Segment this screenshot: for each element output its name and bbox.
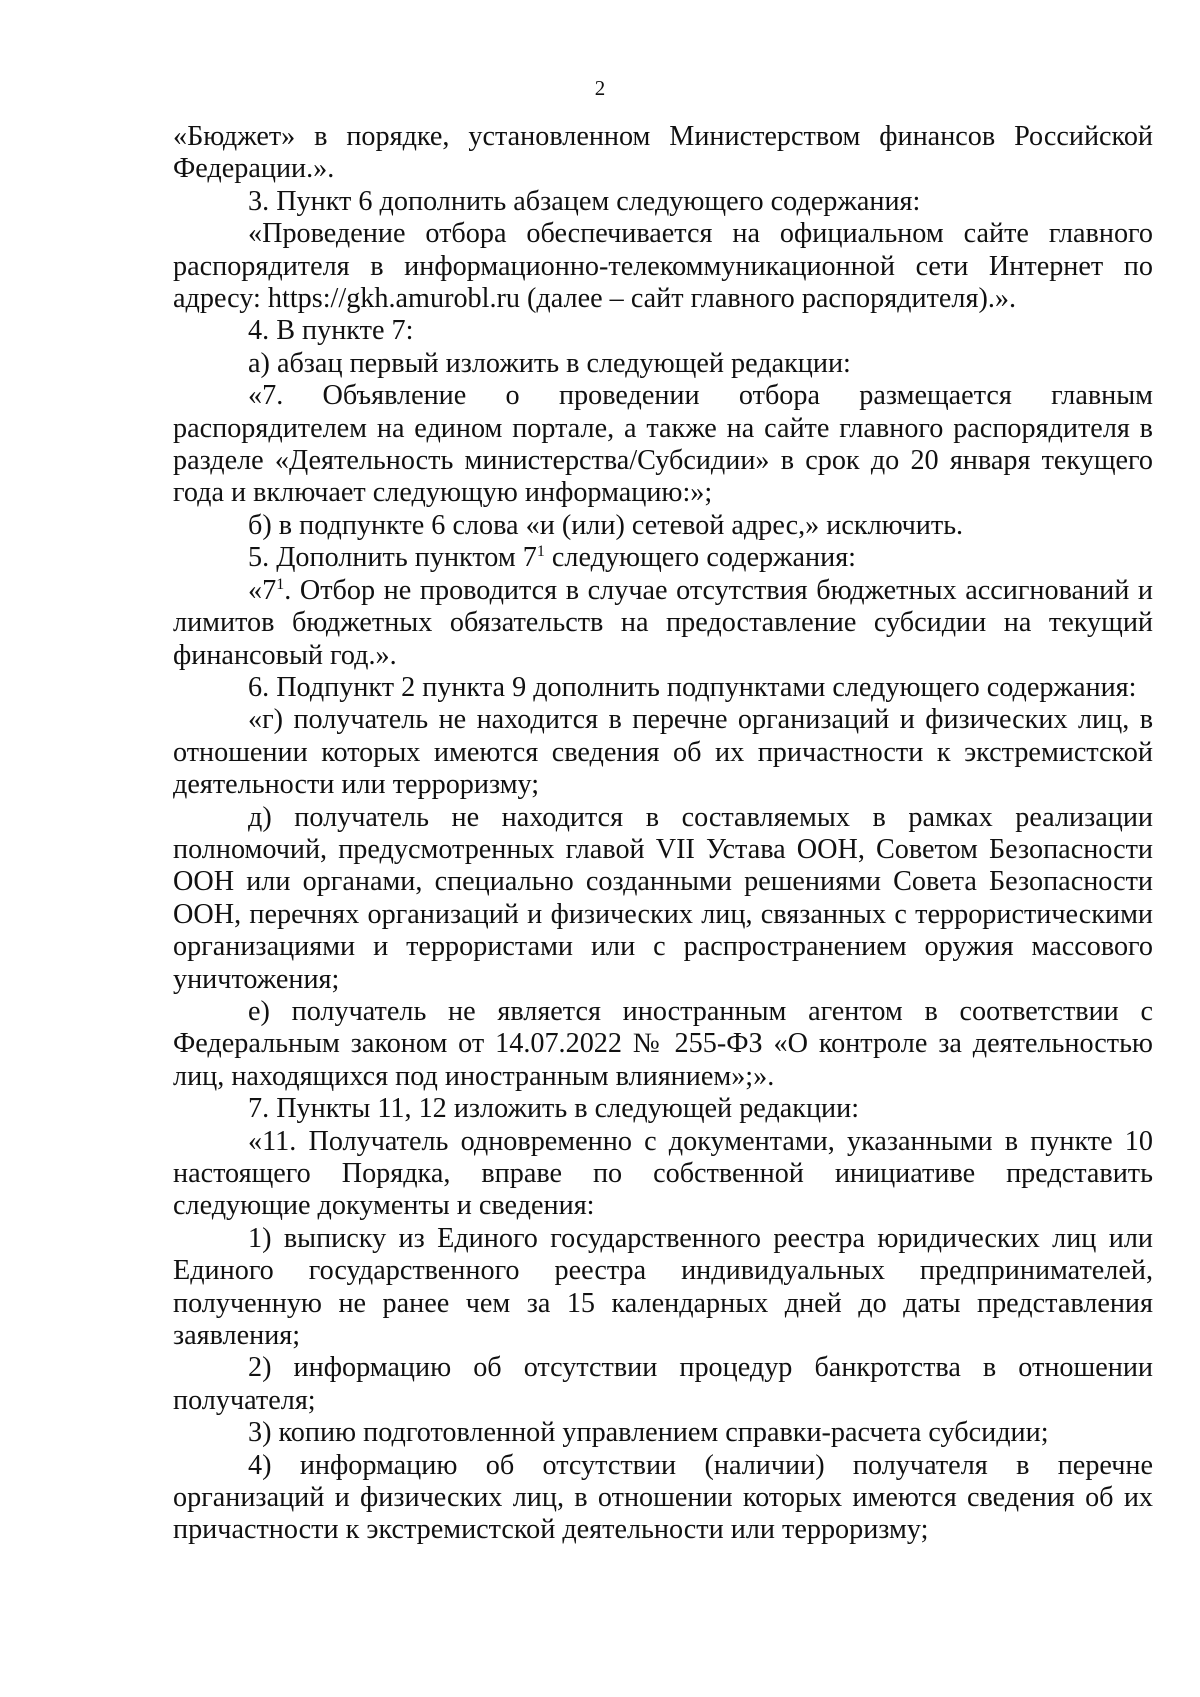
paragraph-item-7: 7. Пункты 11, 12 изложить в следующей редакции: — [248, 1093, 860, 1125]
paragraph-item-3: 3. Пункт 6 дополнить абзацем следующего содержания: — [248, 185, 921, 217]
paragraph-item-7-1 — [173, 575, 1153, 672]
paragraph-subitem-a: а) абзац первый изложить в следующей редакции: — [248, 347, 851, 379]
paragraph-item-5-text: 5. Дополнить пунктом 7 — [248, 542, 537, 574]
paragraph-announcement: «7. Объявление о проведении отбора размещается главным распорядителем на едином портале, а также на сайте главного распорядителя в разделе «Деятельность министерства/Субсидии» в срок до 20 января текущего года и включает следующую информацию:»; — [173, 380, 1153, 509]
paragraph-item-5-text-end: следующего содержания: — [544, 542, 857, 574]
paragraph-item-7-1-text-end: . Отбор не проводится в случае отсутствия бюджетных ассигнований и лимитов бюджетных обязательств на предоставление субсидии на текущий финансовый год.». — [173, 574, 1153, 671]
paragraph-list-1: 1) выписку из Единого государственного реестра юридических лиц или Единого государственного реестра индивидуальных предпринимателей, полученную не ранее чем за 15 календарных дней до даты представления заявления; — [173, 1222, 1153, 1352]
paragraph-subitem-b: б) в подпункте 6 слова «и (или) сетевой адрес,» исключить. — [248, 509, 964, 541]
paragraph-item-7-1-text: «7 — [248, 574, 277, 606]
paragraph-list-4: 4) информацию об отсутствии (наличии) получателя в перечне организаций и физических лиц, в отношении которых имеются сведения об их причастности к экстремистской деятельности или терроризму; — [173, 1449, 1153, 1546]
page-number: 2 — [594, 76, 606, 100]
paragraph-item-5 — [173, 542, 1153, 574]
paragraph-budget-continuation: «Бюджет» в порядке, установленном Министерством финансов Российской Федерации.». — [173, 121, 1153, 185]
paragraph-selection-website: «Проведение отбора обеспечивается на официальном сайте главного распорядителя в информационно-телекоммуникационной сети Интернет по адресу: https://gkh.amurobl.ru (далее – сайт главного распорядителя).». — [173, 218, 1153, 315]
paragraph-item-6: 6. Подпункт 2 пункта 9 дополнить подпунктами следующего содержания: — [248, 671, 1137, 703]
paragraph-subitem-e: е) получатель не является иностранным агентом в соответствии с Федеральным законом от 14.07.2022 № 255-ФЗ «О контроле за деятельностью лиц, находящихся под иностранным влиянием»;». — [173, 995, 1153, 1092]
paragraph-item-4: 4. В пункте 7: — [248, 315, 414, 347]
paragraph-item-11: «11. Получатель одновременно с документами, указанными в пункте 10 настоящего Порядка, вправе по собственной инициативе представить следующие документы и сведения: — [173, 1125, 1153, 1222]
paragraph-subitem-d: д) получатель не находится в составляемых в рамках реализации полномочий, предусмотренных главой VII Устава ООН, Советом Безопасности ООН или органами, специально созданными решениями Совета Безопасности ООН, перечнях организаций и физических лиц, связанных с террористическими организациями и террористами или с распространением оружия массового уничтожения; — [173, 801, 1153, 995]
superscript: 1 — [276, 575, 285, 593]
superscript: 1 — [536, 543, 545, 561]
paragraph-list-2: 2) информацию об отсутствии процедур банкротства в отношении получателя; — [173, 1352, 1153, 1416]
paragraph-subitem-g: «г) получатель не находится в перечне организаций и физических лиц, в отношении которых имеются сведения об их причастности к экстремистской деятельности или терроризму; — [173, 704, 1153, 801]
paragraph-list-3: 3) копию подготовленной управлением справки-расчета субсидии; — [248, 1417, 1049, 1449]
document-body — [173, 121, 1153, 1547]
